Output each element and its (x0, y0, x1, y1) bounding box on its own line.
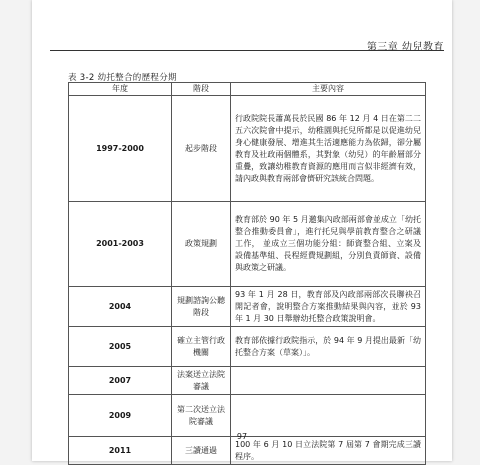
row-content: 行政院院長蕭萬長於民國 86 年 12 月 4 日在第二二五六次院會中提示，幼稚園與托兒所都是以促進幼兒身心健康發展、增進其生活適應能力為依歸，卻分屬教育及社政兩個體系，其對象（幼兒）的年齡層部分重疊，致讓幼稚教育資源的應用而言似非經濟有效，請內政與教育兩部會儕研究該統合問題。 (231, 96, 426, 202)
table-row (69, 202, 426, 287)
row-stage: 三讀通過 (172, 437, 231, 465)
column-header-stage: 階段 (172, 83, 231, 96)
row-year: 2004 (69, 287, 172, 327)
document-page (32, 0, 452, 461)
row-content: 100 年 6 月 10 日立法院第 7 屆第 7 會期完成三讀程序。 (231, 437, 426, 465)
row-year: 2001-2003 (69, 202, 172, 287)
row-content (231, 367, 426, 395)
chapter-header: 第三章 幼兒教育 (366, 42, 444, 53)
row-year: 2005 (69, 327, 172, 367)
column-header-content: 主要內容 (231, 83, 426, 96)
table-row (69, 367, 426, 395)
row-year: 2011 (69, 437, 172, 465)
row-content: 93 年 1 月 28 日，教育部及內政部兩部次長聯袂召開記者會，說明整合方案推動結果與內容，並於 93 年 1 月 30 日舉辦幼托整合政策說明會。 (231, 287, 426, 327)
row-stage: 法案送立法院審議 (172, 367, 231, 395)
table-caption: 表 3-2 幼托整合的歷程分期 (68, 73, 177, 83)
page-number: 97 (236, 432, 248, 441)
column-header-year: 年度 (69, 83, 172, 96)
history-table (68, 82, 426, 465)
row-year: 2009 (69, 395, 172, 437)
row-stage: 政策規劃 (172, 202, 231, 287)
row-content (231, 395, 426, 437)
table-row (69, 96, 426, 202)
row-year: 1997-2000 (69, 96, 172, 202)
table-row (69, 287, 426, 327)
header-rule (50, 50, 444, 51)
row-year: 2007 (69, 367, 172, 395)
row-stage: 第二次送立法院審議 (172, 395, 231, 437)
table-row (69, 327, 426, 367)
row-content: 教育部依據行政院指示，於 94 年 9 月提出最新「幼托整合方案（草案）」。 (231, 327, 426, 367)
row-content: 教育部於 90 年 5 月邀集內政部兩部會並成立「幼托整合推動委員會」，進行托兒與學前教育整合之研議工作， 並成立三個功能分組：師資整合組、立案及設備基準組、長程經費規劃組，分別負責師資、設備與政策之研議。 (231, 202, 426, 287)
row-stage: 規劃諮詢公聽階段 (172, 287, 231, 327)
row-stage: 起步階段 (172, 96, 231, 202)
row-stage: 確立主管行政機關 (172, 327, 231, 367)
table-row (69, 395, 426, 437)
table-header-row (69, 83, 426, 96)
